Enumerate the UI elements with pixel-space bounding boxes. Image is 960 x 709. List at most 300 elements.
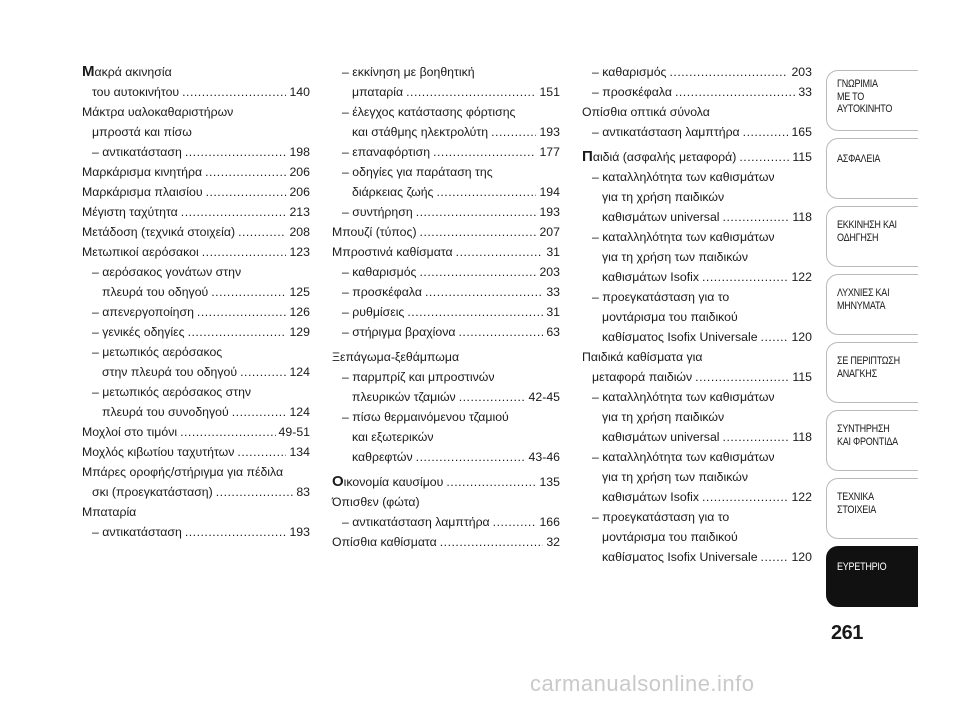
- index-entry: [332, 492, 560, 512]
- section-tab-label: ΣΤΟΙΧΕΙΑ: [837, 503, 877, 516]
- index-entry: [582, 147, 812, 167]
- entry-label: πλευρικών τζαμιών: [352, 390, 456, 404]
- entry-text: [592, 367, 692, 387]
- entry-label: – καθαρισμός: [592, 65, 667, 79]
- dot-leader: [216, 482, 294, 502]
- index-entry: [82, 482, 310, 502]
- entry-text: [352, 182, 433, 202]
- entry-label: καθισμάτων Isofix: [602, 490, 700, 504]
- entry-label: για τη χρήση των παιδικών: [602, 250, 748, 264]
- entry-label: Μπαταρία: [82, 505, 137, 519]
- index-entry: [82, 442, 310, 462]
- index-entry: [582, 467, 812, 487]
- entry-text: [342, 102, 515, 122]
- index-entry: [582, 82, 812, 102]
- entry-label: σκι (προεγκατάσταση): [92, 485, 213, 499]
- entry-page: 166: [539, 515, 560, 529]
- index-entry: [82, 302, 310, 322]
- entry-page: 122: [791, 490, 812, 504]
- entry-label: καθρεφτών: [352, 450, 413, 464]
- entry-label: – αντικατάσταση λαμπτήρα: [592, 125, 740, 139]
- letter-initial: Μ: [82, 63, 95, 80]
- entry-text: [602, 467, 748, 487]
- entry-page: 115: [792, 150, 812, 164]
- entry-page: 140: [289, 85, 310, 99]
- entry-label: – γενικές οδηγίες: [92, 325, 185, 339]
- entry-label: – αερόσακος γονάτων στην: [92, 265, 242, 279]
- entry-label: – απενεργοποίηση: [92, 305, 194, 319]
- index-entry: [332, 302, 560, 322]
- dot-leader: [180, 422, 275, 442]
- entry-label: Μοχλοί στο τιμόνι: [82, 425, 178, 439]
- entry-text: [352, 387, 456, 407]
- entry-label: καθισμάτων Isofix: [602, 270, 700, 284]
- index-entry: [582, 367, 812, 387]
- entry-text: [352, 447, 413, 467]
- section-tab[interactable]: [826, 478, 918, 539]
- entry-text: [342, 302, 404, 322]
- index-entry: [582, 267, 812, 287]
- entry-text: [602, 267, 699, 287]
- entry-page: 120: [791, 330, 812, 344]
- entry-text: [342, 407, 509, 427]
- index-entry: [332, 182, 560, 202]
- entry-text: [332, 532, 437, 552]
- dot-leader: [205, 162, 286, 182]
- entry-label: – παρμπρίζ και μπροστινών: [342, 370, 495, 384]
- dot-leader: [419, 262, 536, 282]
- entry-label: μεταφορά παιδιών: [592, 370, 693, 384]
- index-entry: [582, 307, 812, 327]
- section-tab-label: ΕΚΚΙΝΗΣΗ ΚΑΙ: [837, 219, 897, 231]
- entry-text: [82, 102, 233, 122]
- entry-page: 203: [791, 65, 812, 79]
- entry-label: μπαταρία: [352, 85, 404, 99]
- section-tab[interactable]: [826, 206, 918, 267]
- entry-page: 193: [539, 205, 560, 219]
- entry-label: – ρυθμίσεις: [342, 305, 405, 319]
- entry-label: – καθαρισμός: [342, 265, 417, 279]
- entry-text: [342, 202, 413, 222]
- index-entry: [82, 342, 310, 362]
- dot-leader: [188, 322, 287, 342]
- entry-label: Οπίσθια οπτικά σύνολα: [582, 105, 710, 119]
- entry-page: 193: [289, 525, 310, 539]
- entry-page: 198: [289, 145, 310, 159]
- section-tab-label: ΤΕΧΝΙΚΑ: [837, 491, 874, 503]
- entry-page: 126: [289, 305, 310, 319]
- entry-page: 206: [289, 165, 310, 179]
- entry-text: [92, 482, 213, 502]
- dot-leader: [433, 142, 536, 162]
- entry-text: [82, 422, 177, 442]
- entry-label: για τη χρήση των παιδικών: [602, 470, 748, 484]
- letter-initial: Ο: [332, 473, 344, 490]
- index-entry: [582, 427, 812, 447]
- section-tab[interactable]: [826, 70, 918, 131]
- index-entry: [332, 447, 560, 467]
- dot-leader: [202, 242, 287, 262]
- entry-label: – αντικατάσταση: [92, 525, 182, 539]
- index-entry: [582, 122, 812, 142]
- index-entry: [582, 347, 812, 367]
- dot-leader: [206, 182, 287, 202]
- letter-initial: Π: [582, 148, 593, 165]
- entry-text: [102, 282, 208, 302]
- entry-text: [82, 202, 178, 222]
- entry-text: [592, 287, 729, 307]
- dot-leader: [493, 512, 537, 532]
- index-entry: [582, 62, 812, 82]
- entry-label: Μπάρες οροφής/στήριγμα για πέδιλα: [82, 465, 284, 479]
- entry-page: 194: [539, 185, 560, 199]
- entry-label: καθισμάτων universal: [602, 210, 720, 224]
- dot-leader: [425, 282, 543, 302]
- entry-label: – προεγκατάσταση για το: [592, 510, 730, 524]
- entry-text: [102, 402, 229, 422]
- entry-page: 32: [546, 535, 560, 549]
- dot-leader: [416, 202, 537, 222]
- index-entry: [582, 102, 812, 122]
- dot-leader: [446, 472, 536, 492]
- entry-page: 118: [792, 430, 812, 444]
- entry-page: 129: [289, 325, 310, 339]
- entry-text: [342, 142, 430, 162]
- entry-text: [342, 162, 493, 182]
- dot-leader: [743, 122, 789, 142]
- entry-text: [582, 347, 702, 367]
- index-entry: [82, 222, 310, 242]
- entry-text: [92, 322, 185, 342]
- watermark[interactable]: carmanualsonline.info: [530, 671, 755, 696]
- entry-text: [352, 427, 434, 447]
- entry-label: Μαρκάρισμα κινητήρα: [82, 165, 203, 179]
- entry-label: Παιδικά καθίσματα για: [582, 350, 703, 364]
- dot-leader: [723, 427, 790, 447]
- index-column-3: [582, 62, 812, 567]
- entry-page: 193: [539, 125, 560, 139]
- index-entry: [582, 287, 812, 307]
- entry-label: – πίσω θερμαινόμενου τζαμιού: [342, 410, 509, 424]
- dot-leader: [211, 282, 286, 302]
- dot-leader: [761, 327, 789, 347]
- entry-label: για τη χρήση παιδικών: [602, 190, 725, 204]
- entry-page: 31: [546, 305, 560, 319]
- dot-leader: [440, 532, 544, 552]
- dot-leader: [182, 82, 286, 102]
- section-tab-label: ΑΣΦΑΛΕΙΑ: [837, 153, 881, 165]
- index-entry: [82, 82, 310, 102]
- index-entry: [582, 227, 812, 247]
- section-tab-label: ΜΗΝΥΜΑΤΑ: [837, 299, 886, 312]
- entry-text: [82, 462, 283, 482]
- section-tab-label: ΕΥΡΕΤΗΡΙΟ: [837, 561, 887, 573]
- entry-text: [92, 122, 192, 142]
- entry-text: [592, 62, 666, 82]
- entry-page: 134: [289, 445, 310, 459]
- dot-leader: [185, 142, 287, 162]
- entry-label: – συντήρηση: [342, 205, 413, 219]
- index-entry: [82, 402, 310, 422]
- entry-label: μοντάρισμα του παιδικού: [602, 530, 738, 544]
- entry-text: [602, 327, 758, 347]
- entry-label: – προσκέφαλα: [342, 285, 422, 299]
- entry-label: αιδιά (ασφαλής μεταφορά): [592, 150, 737, 164]
- entry-label: διάρκειας ζωής: [352, 185, 434, 199]
- index-entry: [582, 527, 812, 547]
- entry-text: [92, 382, 251, 402]
- entry-label: Μπροστινά καθίσματα: [332, 245, 453, 259]
- entry-label: του αυτοκινήτου: [92, 85, 180, 99]
- index-entry: [582, 247, 812, 267]
- entry-page: 135: [539, 475, 560, 489]
- index-entry: [582, 167, 812, 187]
- entry-text: [352, 82, 403, 102]
- section-tab-label: ΣΕ ΠΕΡΙΠΤΩΣΗ: [837, 355, 900, 367]
- index-entry: [82, 422, 310, 442]
- dot-leader: [436, 182, 536, 202]
- entry-text: [602, 487, 699, 507]
- entry-text: [342, 512, 490, 532]
- index-entry: [332, 122, 560, 142]
- section-tab-label: ΣΥΝΤΗΡΗΣΗ: [837, 423, 890, 435]
- entry-label: καθίσματος Isofix Universale: [602, 550, 758, 564]
- entry-text: [332, 492, 420, 512]
- entry-text: [352, 122, 488, 142]
- index-entry: [582, 487, 812, 507]
- entry-text: [82, 242, 199, 262]
- entry-text: [592, 387, 775, 407]
- index-entry: [582, 327, 812, 347]
- index-entry: [82, 262, 310, 282]
- entry-text: [92, 262, 241, 282]
- entry-page: 118: [792, 210, 812, 224]
- index-entry: [332, 222, 560, 242]
- section-tab-label: ΚΑΙ ΦΡΟΝΤΙΔΑ: [837, 435, 898, 448]
- index-entry: [332, 322, 560, 342]
- entry-label: – καταλληλότητα των καθισμάτων: [592, 230, 775, 244]
- entry-label: Μετωπικοί αερόσακοι: [82, 245, 199, 259]
- index-entry: [82, 182, 310, 202]
- entry-label: καθίσματος Isofix Universale: [602, 330, 758, 344]
- entry-page: 33: [798, 85, 812, 99]
- entry-label: μοντάρισμα του παιδικού: [602, 310, 738, 324]
- index-entry: [82, 282, 310, 302]
- index-column-1: [82, 62, 310, 542]
- entry-text: [602, 247, 748, 267]
- entry-label: – προεγκατάσταση για το: [592, 290, 730, 304]
- index-entry: [82, 162, 310, 182]
- dot-leader: [185, 522, 287, 542]
- entry-label: – προσκέφαλα: [592, 85, 672, 99]
- entry-page: 203: [539, 265, 560, 279]
- entry-label: Μετάδοση (τεχνικά στοιχεία): [82, 225, 236, 239]
- entry-page: 42-45: [528, 390, 560, 404]
- index-entry: [582, 207, 812, 227]
- entry-label: Ξεπάγωμα-ξεθάμπωμα: [332, 350, 460, 364]
- entry-text: [592, 122, 740, 142]
- entry-label: ικονομία καυσίμου: [343, 475, 444, 489]
- entry-text: [82, 162, 202, 182]
- index-entry: [582, 387, 812, 407]
- entry-label: στην πλευρά του οδηγού: [102, 365, 238, 379]
- index-entry: [82, 322, 310, 342]
- section-tab[interactable]: [826, 410, 918, 471]
- entry-page: 120: [791, 550, 812, 564]
- entry-label: για τη χρήση παιδικών: [602, 410, 725, 424]
- entry-text: [342, 62, 475, 82]
- index-entry: [332, 82, 560, 102]
- index-entry: [332, 347, 560, 367]
- entry-label: Οπίσθια καθίσματα: [332, 535, 437, 549]
- entry-label: – οδηγίες για παράταση της: [342, 165, 493, 179]
- entry-page: 123: [289, 245, 310, 259]
- index-entry: [332, 427, 560, 447]
- entry-text: [602, 207, 720, 227]
- entry-text: [592, 507, 729, 527]
- index-entry: [582, 407, 812, 427]
- entry-text: [592, 227, 775, 247]
- index-entry: [332, 162, 560, 182]
- section-tab[interactable]: [826, 546, 918, 607]
- index-entry: [82, 122, 310, 142]
- entry-label: και εξωτερικών: [352, 430, 434, 444]
- section-tab-label: ΑΝΑΓΚΗΣ: [837, 367, 877, 380]
- entry-text: [602, 407, 724, 427]
- entry-page: 49-51: [278, 425, 310, 439]
- dot-leader: [238, 222, 286, 242]
- index-entry: [332, 512, 560, 532]
- entry-text: [82, 62, 172, 82]
- entry-text: [582, 147, 736, 167]
- entry-text: [332, 472, 443, 492]
- index-entry: [582, 187, 812, 207]
- dot-leader: [420, 222, 537, 242]
- entry-label: καθισμάτων universal: [602, 430, 720, 444]
- entry-text: [82, 442, 234, 462]
- section-tab-label: ΛΥΧΝΙΕΣ ΚΑΙ: [837, 287, 890, 299]
- entry-page: 124: [289, 365, 310, 379]
- entry-label: Μάκτρα υαλοκαθαριστήρων: [82, 105, 234, 119]
- entry-text: [92, 342, 222, 362]
- dot-leader: [232, 402, 287, 422]
- entry-page: 177: [539, 145, 560, 159]
- dot-leader: [675, 82, 795, 102]
- entry-text: [92, 302, 194, 322]
- entry-label: Μοχλός κιβωτίου ταχυτήτων: [82, 445, 235, 459]
- entry-text: [342, 262, 416, 282]
- dot-leader: [459, 387, 526, 407]
- index-entry: [332, 142, 560, 162]
- entry-label: ακρά ακινησία: [94, 65, 172, 79]
- entry-page: 124: [289, 405, 310, 419]
- page-number: 261: [831, 622, 863, 644]
- index-entry: [332, 262, 560, 282]
- dot-leader: [491, 122, 536, 142]
- entry-label: Μέγιστη ταχύτητα: [82, 205, 178, 219]
- index-entry: [332, 62, 560, 82]
- section-tab-label: ΟΔΗΓΗΣΗ: [837, 231, 879, 244]
- entry-page: 33: [546, 285, 560, 299]
- entry-text: [342, 322, 456, 342]
- dot-leader: [456, 242, 544, 262]
- entry-page: 151: [539, 85, 560, 99]
- dot-leader: [407, 302, 543, 322]
- index-entry: [82, 202, 310, 222]
- entry-text: [92, 142, 182, 162]
- index-entry: [82, 382, 310, 402]
- entry-text: [92, 82, 179, 102]
- entry-page: 43-46: [528, 450, 560, 464]
- entry-text: [592, 447, 775, 467]
- dot-leader: [237, 442, 286, 462]
- index-entry: [332, 367, 560, 387]
- entry-page: 31: [546, 245, 560, 259]
- section-tab[interactable]: [826, 342, 918, 403]
- entry-text: [602, 307, 738, 327]
- index-entry: [332, 242, 560, 262]
- dot-leader: [459, 322, 544, 342]
- entry-text: [342, 282, 422, 302]
- index-entry: [582, 547, 812, 567]
- index-column-2: [332, 62, 560, 552]
- section-tab[interactable]: [826, 138, 918, 199]
- entry-page: 125: [289, 285, 310, 299]
- dot-leader: [702, 487, 788, 507]
- section-tab-label: ΑΥΤΟΚΙΝΗΤΟ: [837, 103, 893, 115]
- entry-text: [602, 527, 738, 547]
- index-entry: [82, 102, 310, 122]
- dot-leader: [761, 547, 789, 567]
- entry-label: – μετωπικός αερόσακος: [92, 345, 223, 359]
- section-tab[interactable]: [826, 274, 918, 335]
- entry-text: [82, 222, 235, 242]
- entry-label: – αντικατάσταση: [92, 145, 182, 159]
- entry-label: μπροστά και πίσω: [92, 125, 192, 139]
- index-entry: [332, 532, 560, 552]
- dot-leader: [669, 62, 788, 82]
- dot-leader: [240, 362, 286, 382]
- entry-label: – καταλληλότητα των καθισμάτων: [592, 390, 775, 404]
- section-tab-label: ΜΕ ΤΟ: [837, 90, 865, 103]
- dot-leader: [695, 367, 789, 387]
- entry-label: Όπισθεν (φώτα): [332, 495, 420, 509]
- entry-text: [92, 522, 182, 542]
- entry-label: Μαρκάρισμα πλαισίου: [82, 185, 203, 199]
- dot-leader: [739, 147, 789, 167]
- index-entry: [332, 202, 560, 222]
- entry-text: [602, 427, 720, 447]
- entry-label: – στήριγμα βραχίονα: [342, 325, 456, 339]
- entry-text: [82, 502, 136, 522]
- index-entry: [332, 472, 560, 492]
- entry-page: 122: [791, 270, 812, 284]
- index-entry: [582, 447, 812, 467]
- entry-label: – επαναφόρτιση: [342, 145, 431, 159]
- index-entry: [582, 507, 812, 527]
- entry-page: 115: [792, 370, 812, 384]
- entry-label: – μετωπικός αερόσακος στην: [92, 385, 252, 399]
- dot-leader: [723, 207, 790, 227]
- entry-page: 83: [296, 485, 310, 499]
- entry-text: [602, 187, 724, 207]
- entry-label: – αντικατάσταση λαμπτήρα: [342, 515, 490, 529]
- index-entry: [82, 522, 310, 542]
- entry-text: [592, 167, 775, 187]
- entry-text: [102, 362, 237, 382]
- index-entry: [82, 462, 310, 482]
- entry-page: 207: [539, 225, 560, 239]
